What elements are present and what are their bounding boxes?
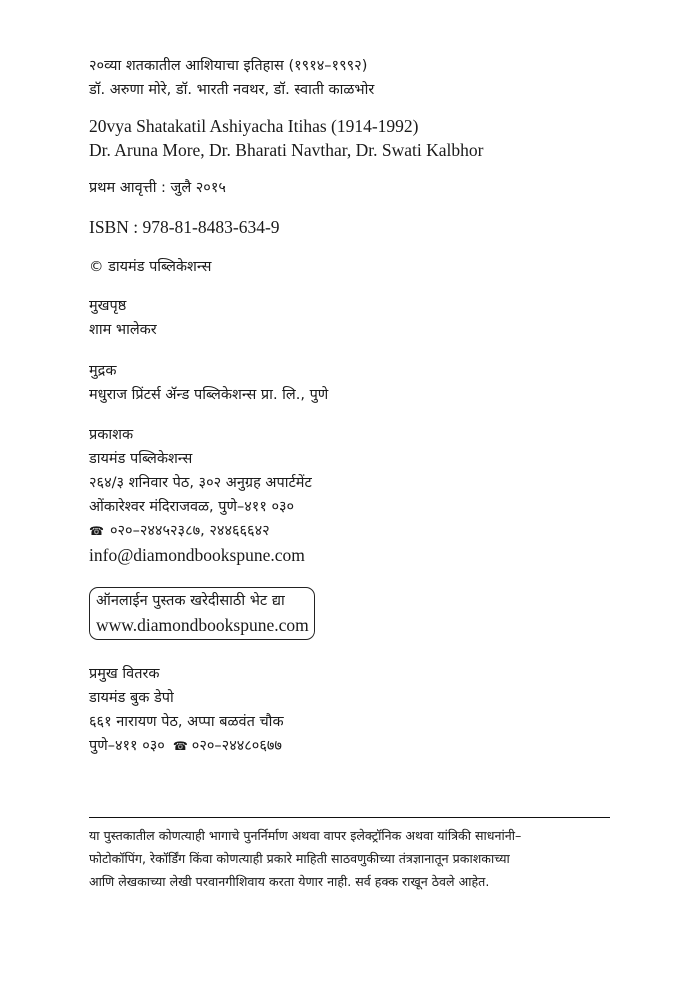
publisher-phone: [89, 519, 312, 543]
distributor-name: डायमंड बुक डेपो: [89, 690, 174, 706]
distributor-city-phone: [89, 734, 284, 758]
legal-line: आणि लेखकाच्या लेखी परवानगीशिवाय करता येणार नाही. सर्व हक्क राखून ठेवले आहेत.: [89, 874, 490, 889]
publisher-name: डायमंड पब्लिकेशन्स: [89, 451, 193, 467]
online-store-box: [89, 587, 315, 640]
publisher-phone-number: ०२०–२४४५२३८७, २४४६६६४२: [109, 523, 270, 539]
publisher-label: प्रकाशक: [89, 427, 134, 443]
title-block-marathi: [89, 54, 374, 102]
isbn: ISBN : 978-81-8483-634-9: [89, 217, 280, 237]
book-title-marathi: २०व्या शतकातील आशियाचा इतिहास (१९१४–१९९२): [89, 58, 368, 74]
publisher-address-line1: २६४/३ शनिवार पेठ, ३०२ अनुग्रह अपार्टमेंट: [89, 475, 312, 491]
distributor-address: ६६१ नारायण पेठ, अप्पा बळवंत चौक: [89, 714, 284, 730]
printer-block: [89, 359, 328, 407]
online-store-text: ऑनलाईन पुस्तक खरेदीसाठी भेट द्या: [96, 593, 285, 609]
distributor-block: [89, 662, 284, 758]
publisher-address-line2: ओंकारेश्वर मंदिराजवळ, पुणे–४११ ०३०: [89, 499, 295, 515]
cover-designer-name: शाम भालेकर: [89, 322, 157, 338]
cover-label: मुखपृष्ठ: [89, 298, 127, 314]
distributor-label: प्रमुख वितरक: [89, 666, 160, 682]
printer-name: मधुराज प्रिंटर्स ॲन्ड पब्लिकेशन्स प्रा. लि., पुणे: [89, 387, 329, 403]
telephone-icon: [89, 523, 110, 539]
divider-rule: [89, 817, 610, 818]
website-url[interactable]: www.diamondbookspune.com: [96, 615, 309, 635]
edition-info: प्रथम आवृत्ती : जुलै २०१५: [89, 180, 226, 196]
title-block-english: [89, 114, 483, 162]
cover-designer-block: [89, 294, 157, 342]
book-title-english: 20vya Shatakatil Ashiyacha Itihas (1914-1992): [89, 116, 419, 136]
legal-notice: [89, 824, 619, 893]
publisher-email[interactable]: info@diamondbookspune.com: [89, 545, 305, 565]
legal-line: फोटोकॉपिंग, रेकॉर्डिंग किंवा कोणत्याही प्रकारे माहिती साठवणुकीच्या तंत्रज्ञानातून प्रकाशकाच्या: [89, 851, 510, 866]
authors-marathi: डॉ. अरुणा मोरे, डॉ. भारती नवथर, डॉ. स्वाती काळभोर: [89, 82, 375, 98]
legal-line: या पुस्तकातील कोणत्याही भागाचे पुनर्निर्माण अथवा वापर इलेक्ट्रॉनिक अथवा यांत्रिकी साधनांनी–: [89, 828, 522, 843]
copyright-notice: © डायमंड पब्लिकेशन्स: [89, 259, 212, 275]
authors-english: Dr. Aruna More, Dr. Bharati Navthar, Dr. Swati Kalbhor: [89, 140, 484, 160]
telephone-icon: ☎: [172, 739, 188, 753]
distributor-city: पुणे–४११ ०३०: [89, 738, 165, 754]
printer-label: मुद्रक: [89, 363, 117, 379]
distributor-phone-number: ०२०–२४४८०६७७: [191, 738, 282, 754]
publisher-block: [89, 423, 312, 567]
